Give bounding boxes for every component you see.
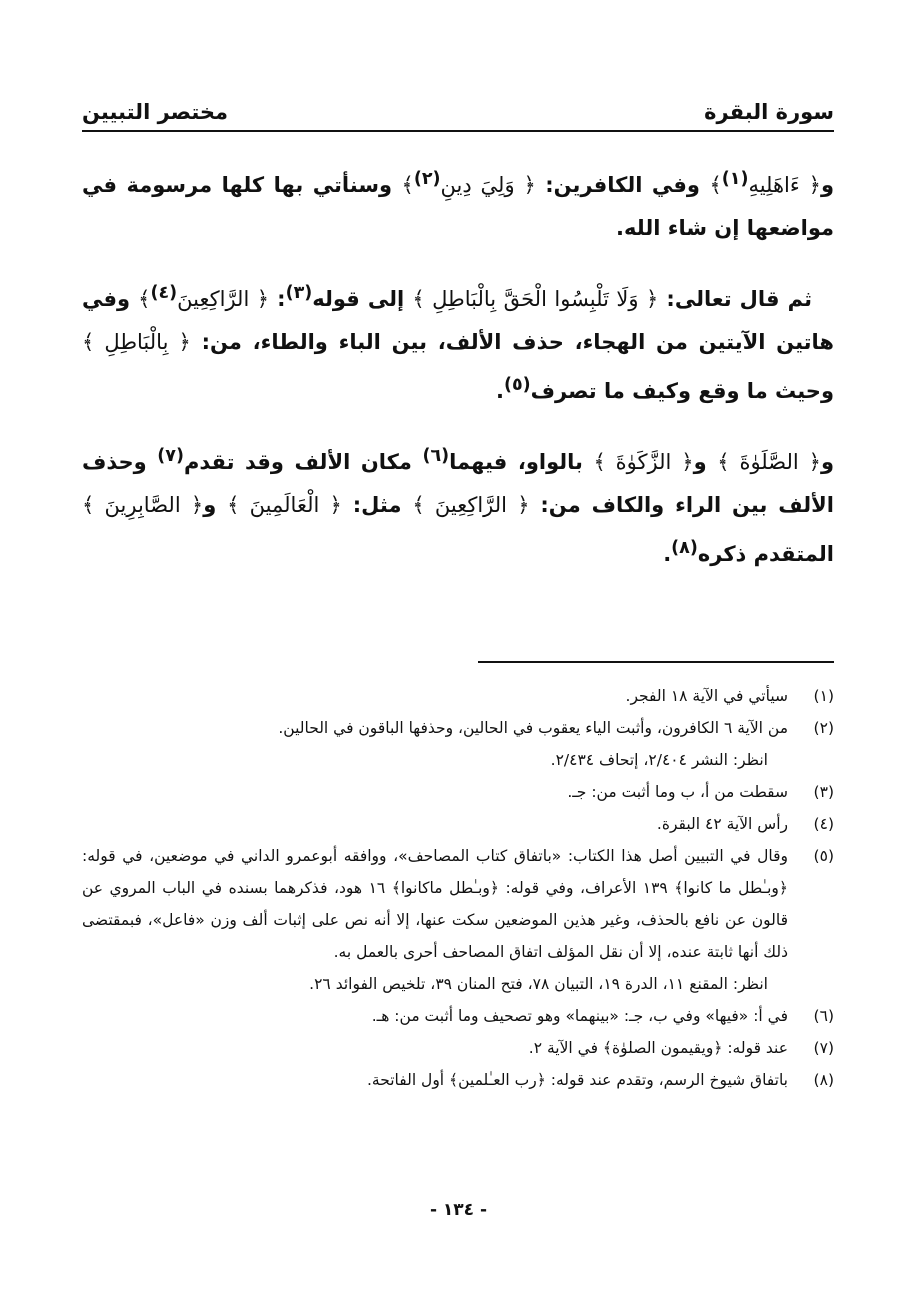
quran-quote: ﴿ الصَّابِرِينَ ﴾ — [82, 493, 204, 517]
footnote-number: (٥) — [813, 847, 834, 865]
footnote-text: رأس الآية ٤٢ البقرة. — [656, 815, 788, 833]
footnote-number: (٦) — [813, 1007, 834, 1025]
quran-quote: ﴿ الزَّكَوٰةَ ﴾ — [593, 450, 694, 474]
paragraph-1 — [82, 158, 834, 250]
paragraph-3 — [82, 435, 834, 576]
footnote-text: انظر: المقنع ١١، الدرة ١٩، التبيان ٧٨، فتح المنان ٣٩، تلخيص الفوائد ٢٦. — [309, 975, 768, 993]
footnote-ref: (١) — [721, 169, 749, 189]
footnote-text: انظر: النشر ٢/٤٠٤، إتحاف ٢/٤٣٤. — [550, 751, 768, 769]
footnotes — [82, 680, 834, 1096]
footnote-number: (١) — [813, 687, 834, 705]
footnote-number: (٨) — [813, 1071, 834, 1089]
footnote-ref: (٣) — [285, 283, 313, 303]
footnote-ref: (٤) — [150, 283, 178, 303]
footnote-text: سيأتي في الآية ١٨ الفجر. — [625, 687, 788, 705]
footnote-item — [82, 1000, 834, 1032]
text-run: . — [663, 542, 672, 566]
footnote-item — [82, 712, 834, 744]
quran-quote: ﴿ الْعَالَمِينَ ﴾ — [227, 493, 342, 517]
footnote-item — [82, 1032, 834, 1064]
footnote-divider — [478, 661, 834, 663]
footnote-item — [82, 1064, 834, 1096]
paragraph-2 — [82, 272, 834, 413]
footnote-ref: (٥) — [503, 375, 531, 395]
text-run: و — [203, 493, 228, 517]
text-run: . — [495, 379, 504, 403]
footnote-item — [82, 808, 834, 840]
text-run: و — [820, 450, 834, 474]
quran-quote: ﴿ الرَّاكِعِينَ ﴾ — [412, 493, 530, 517]
footnote-number: (٣) — [813, 783, 834, 801]
footnote-item — [82, 776, 834, 808]
text-run: وحيث ما وقع وكيف ما تصرف — [530, 379, 834, 403]
text-run: المتقدم ذكره — [697, 542, 834, 566]
page-number: - ١٣٤ - — [429, 1200, 488, 1220]
footnote-text: في أ: «فيها» وفي ب، جـ: «بينهما» وهو تصحيف وما أثبت من: هـ. — [371, 1007, 788, 1025]
text-run: وفي هاتين الآيتين من الهجاء، حذف الألف، بين الباء والطاء، من: — [82, 287, 834, 354]
quran-bracket: ﴾ — [138, 287, 151, 311]
surah-title: سورة البقرة — [704, 100, 834, 124]
footnote-ref: (٢) — [413, 169, 441, 189]
footnote-item — [82, 840, 834, 968]
footnote-ref: (٧) — [157, 446, 184, 466]
text-run: مكان الألف وقد تقدم — [183, 450, 423, 474]
footnote-item — [82, 680, 834, 712]
footnote-number: (٧) — [813, 1039, 834, 1057]
text-run: بالواو، فيهما — [449, 450, 594, 474]
book-title: مختصر التبيين — [82, 100, 229, 124]
text-run: مثل: — [341, 493, 413, 517]
text-run: و — [693, 450, 718, 474]
text-run: وفي الكافرين: — [535, 173, 710, 197]
footnote-text: باتفاق شيوخ الرسم، وتقدم عند قوله: ﴿رب العـٰلمين﴾ أول الفاتحة. — [366, 1071, 788, 1089]
footnote-ref: (٨) — [671, 538, 698, 558]
text-run: ثم قال تعالى: — [658, 287, 813, 311]
footnote-number: (٢) — [813, 719, 834, 737]
quran-quote: ﴿ الرَّاكِعِينَ — [177, 287, 270, 311]
main-text — [82, 158, 834, 598]
quran-quote: ﴿ وَلِيَ دِينِ — [440, 173, 536, 197]
header-divider — [82, 130, 834, 132]
quran-bracket: ﴾ — [709, 173, 722, 197]
running-header — [82, 84, 834, 124]
quran-bracket: ﴾ — [401, 173, 414, 197]
quran-quote: ﴿ وَلَا تَلْبِسُوا الْحَقَّ بِالْبَاطِلِ ﴾ — [412, 287, 659, 311]
footnote-reference-line — [82, 968, 834, 1000]
footnote-text: من الآية ٦ الكافرون، وأثبت الياء يعقوب في الحالين، وحذفها الباقون في الحالين. — [278, 719, 788, 737]
quran-quote: ﴿ بِالْبَاطِلِ ﴾ — [82, 330, 191, 354]
quran-quote: ﴿ الصَّلَوٰةَ ﴾ — [717, 450, 821, 474]
footnote-number: (٤) — [813, 815, 834, 833]
footnote-text: وقال في التبيين أصل هذا الكتاب: «باتفاق كتاب المصاحف»، ووافقه أبوعمرو الداني في موضعين، في قوله: ﴿وبـٰطل ما كانوا﴾ ١٣٩ الأعراف، وفي قوله: ﴿وبـٰطل ماكانوا﴾ ١٦ هود، فذكرهما بسنده في الباب المروي عن قالون عن نافع بالحذف، وغير هذين الموضعين سكت عنها، إلا أنه نص على إثبات ألف وزن «فاعل»، فبمقتضى ذلك أنها ثابتة عنده، إلا أن نقل المؤلف اتفاق المصاحف أحرى بالعمل به. — [82, 847, 788, 961]
footnote-ref: (٦) — [422, 446, 450, 466]
text-run: إلى قوله — [312, 287, 413, 311]
text-run: و — [820, 173, 834, 197]
text-run: : — [269, 287, 286, 311]
quran-quote: ﴿ ءَاهَلِيهِ — [748, 173, 821, 197]
footnote-text: سقطت من أ، ب وما أثبت من: جـ. — [567, 783, 788, 801]
footnote-text: عند قوله: ﴿ويقيمون الصلوٰة﴾ في الآية ٢. — [528, 1039, 788, 1057]
footnote-reference-line — [82, 744, 834, 776]
text-run: وحذف الألف بين الراء والكاف من: — [82, 450, 834, 517]
text-run: وسنأتي بها كلها مرسومة في مواضعها إن شاء الله. — [82, 173, 834, 240]
